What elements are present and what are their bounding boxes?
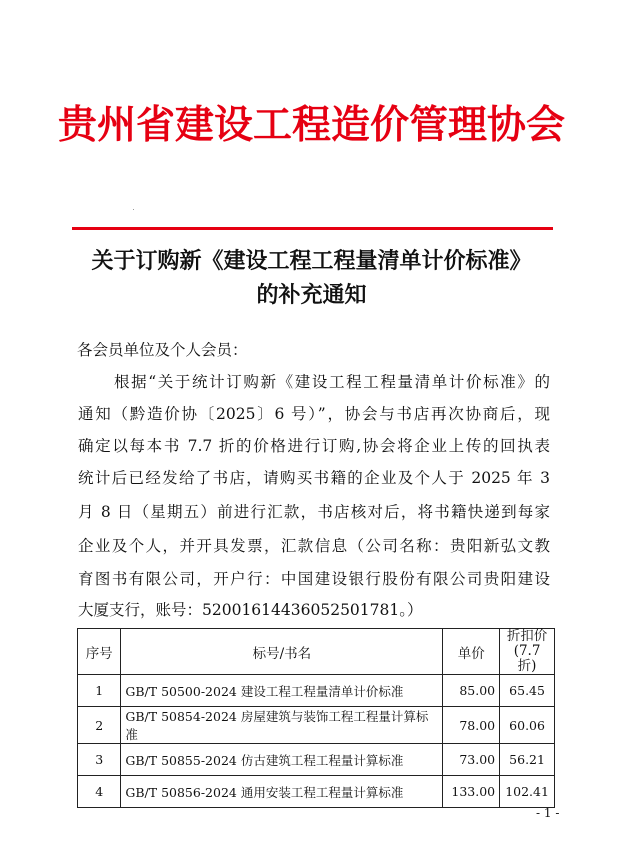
- book-order-table: [77, 628, 555, 808]
- header-name: 标号/书名: [121, 629, 443, 675]
- header-discount-line-2: (7.7 折): [513, 643, 541, 674]
- table-row: [78, 776, 555, 808]
- cell-discount: 102.41: [500, 776, 555, 808]
- header-no: 序号: [78, 629, 121, 675]
- cell-price: 73.00: [443, 744, 500, 776]
- cell-discount: 60.06: [500, 707, 555, 744]
- decorative-dot: [133, 209, 134, 210]
- cell-no: 1: [78, 675, 121, 707]
- body-line: 月 8 日（星期五）前进行汇款，书店核对后，将书籍快递到每家: [78, 503, 550, 521]
- red-divider: [72, 227, 553, 230]
- body-line: 统计后已经发给了书店，请购买书籍的企业及个人于 2025 年 3: [78, 469, 550, 487]
- cell-no: 4: [78, 776, 121, 808]
- cell-discount: 65.45: [500, 675, 555, 707]
- cell-price: 85.00: [443, 675, 500, 707]
- cell-price: 133.00: [443, 776, 500, 808]
- notice-title-line-2: 的补充通知: [256, 283, 367, 308]
- body-line: 育图书有限公司，开户行：中国建设银行股份有限公司贵阳建设: [78, 570, 550, 588]
- table-row: [78, 744, 555, 776]
- cell-discount: 56.21: [500, 744, 555, 776]
- body-line: 通知（黔造价协〔2025〕6 号）”，协会与书店再次协商后，现: [78, 405, 550, 423]
- page-number: - 1 -: [536, 806, 560, 820]
- header-price: 单价: [443, 629, 500, 675]
- body-line: 大厦支行，账号：52001614436052501781。）: [78, 601, 423, 619]
- body-line: 根据“关于统计订购新《建设工程工程量清单计价标准》的: [114, 373, 550, 391]
- cell-no: 3: [78, 744, 121, 776]
- notice-title-line-1: 关于订购新《建设工程工程量清单计价标准》: [91, 249, 532, 274]
- body-line: 企业及个人，并开具发票，汇款信息（公司名称：贵阳新弘文教: [78, 537, 550, 555]
- header-discount-line-1: 折扣价: [506, 628, 548, 644]
- body-line: 确定以每本书 7.7 折的价格进行订购,协会将企业上传的回执表: [78, 437, 550, 455]
- salutation: 各会员单位及个人会员：: [77, 341, 248, 359]
- cell-name: GB/T 50856-2024 通用安装工程工程量计算标准: [121, 776, 443, 808]
- cell-name: GB/T 50854-2024 房屋建筑与装饰工程工程量计算标准: [121, 707, 443, 744]
- cell-name: GB/T 50855-2024 仿古建筑工程工程量计算标准: [121, 744, 443, 776]
- cell-no: 2: [78, 707, 121, 744]
- cell-name: GB/T 50500-2024 建设工程工程量清单计价标准: [121, 675, 443, 707]
- org-header: 贵州省建设工程造价管理协会: [57, 102, 565, 148]
- table-row: [78, 675, 555, 707]
- table-header-row: [78, 629, 555, 675]
- header-discount: [500, 629, 555, 675]
- cell-price: 78.00: [443, 707, 500, 744]
- table-row: [78, 707, 555, 744]
